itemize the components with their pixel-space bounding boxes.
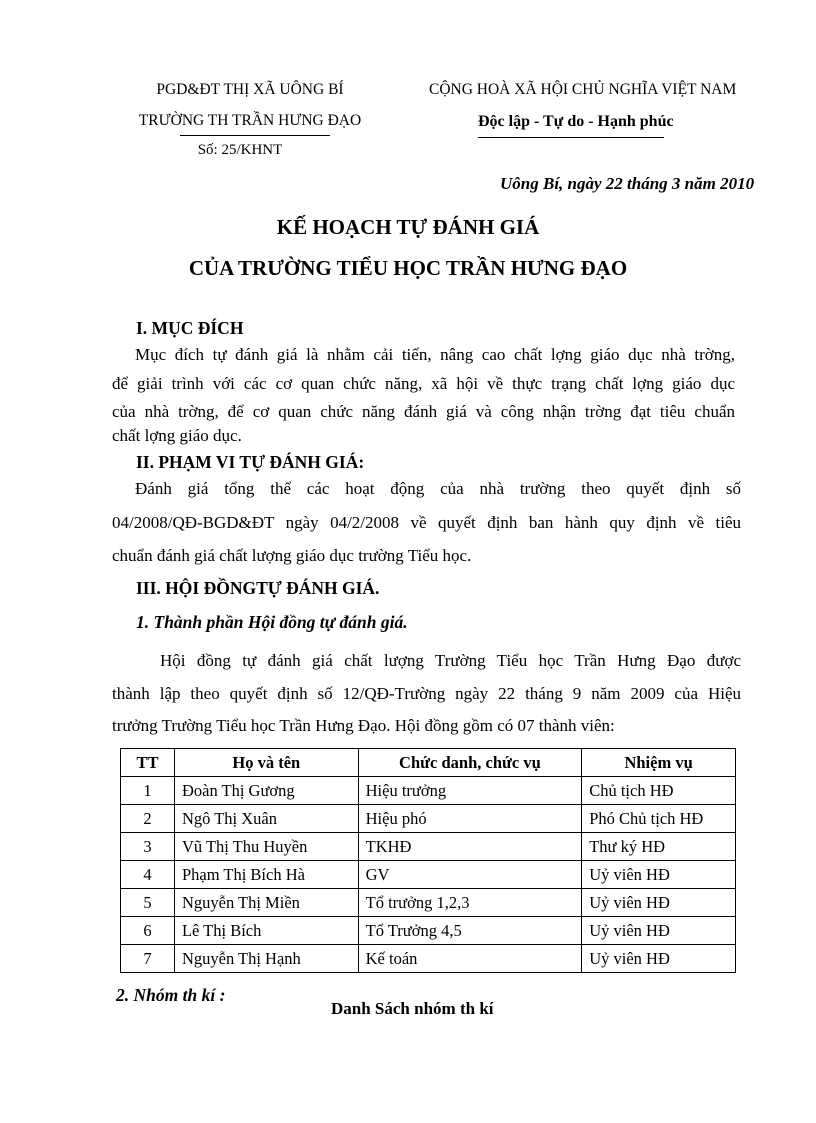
column-header-position: Chức danh, chức vụ: [358, 749, 582, 777]
cell-name: Đoàn Thị Gương: [174, 777, 358, 805]
section-1-line-3: của nhà trờng, để cơ quan chức năng đánh giá và công nhận trờng đạt tiêu chuẩn: [112, 402, 735, 421]
council-members-table: [120, 748, 736, 973]
section-2-line-1: Đánh giá tổng thể các hoạt động của nhà trường theo quyết định số: [135, 479, 741, 498]
cell-tt: 3: [121, 833, 175, 861]
document-date: ngày 22 tháng 3 năm 2010: [567, 174, 755, 193]
cell-tt: 2: [121, 805, 175, 833]
cell-tt: 4: [121, 861, 175, 889]
cell-tt: 7: [121, 945, 175, 973]
header-left-underline: [180, 135, 330, 136]
section-2-heading: II. PHẠM VI TỰ ĐÁNH GIÁ:: [136, 452, 365, 472]
table-row: [121, 805, 736, 833]
country-name: CỘNG HOÀ XÃ HỘI CHỦ NGHĨA VIỆT NAM: [429, 81, 737, 98]
section-2-line-2: 04/2008/QĐ-BGD&ĐT ngày 04/2/2008 về quyết định ban hành quy định về tiêu: [112, 513, 741, 532]
section-3-line-1: Hội đồng tự đánh giá chất lượng Trường Tiểu học Trần Hưng Đạo được: [160, 651, 741, 670]
cell-duty: Uỷ viên HĐ: [582, 861, 736, 889]
table-row: [121, 833, 736, 861]
cell-duty: Thư ký HĐ: [582, 833, 736, 861]
place-name: Uông Bí,: [500, 174, 564, 193]
section-3-heading: III. HỘI ĐỒNGTỰ ĐÁNH GIÁ.: [136, 578, 380, 598]
cell-tt: 6: [121, 917, 175, 945]
cell-name: Vũ Thị Thu Huyền: [174, 833, 358, 861]
secretary-group-caption: Danh Sách nhóm th kí: [331, 999, 494, 1018]
department-name: PGD&ĐT THỊ XÃ UÔNG BÍ: [156, 81, 344, 98]
table-row: [121, 917, 736, 945]
header-right-underline: [478, 137, 664, 138]
cell-position: Kế toán: [358, 945, 582, 973]
column-header-tt: TT: [121, 749, 175, 777]
cell-position: TKHĐ: [358, 833, 582, 861]
document-title-line1: KẾ HOẠCH TỰ ĐÁNH GIÁ: [276, 215, 540, 239]
section-1-line-1: Mục đích tự đánh giá là nhằm cải tiến, nâng cao chất lợng giáo dục nhà trờng,: [135, 345, 735, 364]
table-row: [121, 777, 736, 805]
section-1-line-2: để giải trình với các cơ quan chức năng, xã hội về thực trạng chất lợng giáo dục: [112, 374, 735, 393]
cell-duty: Uỷ viên HĐ: [582, 917, 736, 945]
cell-duty: Chủ tịch HĐ: [582, 777, 736, 805]
table-header-row: [121, 749, 736, 777]
cell-tt: 5: [121, 889, 175, 917]
cell-duty: Uỷ viên HĐ: [582, 945, 736, 973]
cell-name: Lê Thị Bích: [174, 917, 358, 945]
cell-position: Tổ trưởng 1,2,3: [358, 889, 582, 917]
subsection-secretary-group: 2. Nhóm th kí :: [116, 985, 226, 1005]
cell-name: Phạm Thị Bích Hà: [174, 861, 358, 889]
column-header-name: Họ và tên: [174, 749, 358, 777]
section-1-line-4: chất lợng giáo dục.: [112, 426, 242, 445]
column-header-duty: Nhiệm vụ: [582, 749, 736, 777]
section-3-line-3: trưởng Trường Tiểu học Trần Hưng Đạo. Hội đồng gồm có 07 thành viên:: [112, 716, 615, 735]
section-2-line-3: chuẩn đánh giá chất lượng giáo dục trường Tiểu học.: [112, 546, 472, 565]
cell-duty: Uỷ viên HĐ: [582, 889, 736, 917]
cell-tt: 1: [121, 777, 175, 805]
cell-name: Nguyễn Thị Hạnh: [174, 945, 358, 973]
cell-position: Hiệu trưởng: [358, 777, 582, 805]
section-3-line-2: thành lập theo quyết định số 12/QĐ-Trường ngày 22 tháng 9 năm 2009 của Hiệu: [112, 684, 741, 703]
school-name: TRƯỜNG TH TRẦN HƯNG ĐẠO: [138, 112, 362, 129]
document-number: Số: 25/KHNT: [197, 142, 283, 158]
section-1-heading: I. MỤC ĐÍCH: [136, 318, 244, 338]
cell-name: Ngô Thị Xuân: [174, 805, 358, 833]
cell-position: GV: [358, 861, 582, 889]
table-row: [121, 945, 736, 973]
cell-name: Nguyễn Thị Miền: [174, 889, 358, 917]
cell-duty: Phó Chủ tịch HĐ: [582, 805, 736, 833]
table-row: [121, 889, 736, 917]
cell-position: Hiệu phó: [358, 805, 582, 833]
table-row: [121, 861, 736, 889]
document-title-line2: CỦA TRƯỜNG TIỂU HỌC TRẦN HƯNG ĐẠO: [188, 256, 628, 280]
cell-position: Tổ Trưởng 4,5: [358, 917, 582, 945]
subsection-council-composition: 1. Thành phần Hội đồng tự đánh giá.: [136, 612, 408, 632]
national-motto: Độc lập - Tự do - Hạnh phúc: [478, 113, 674, 130]
